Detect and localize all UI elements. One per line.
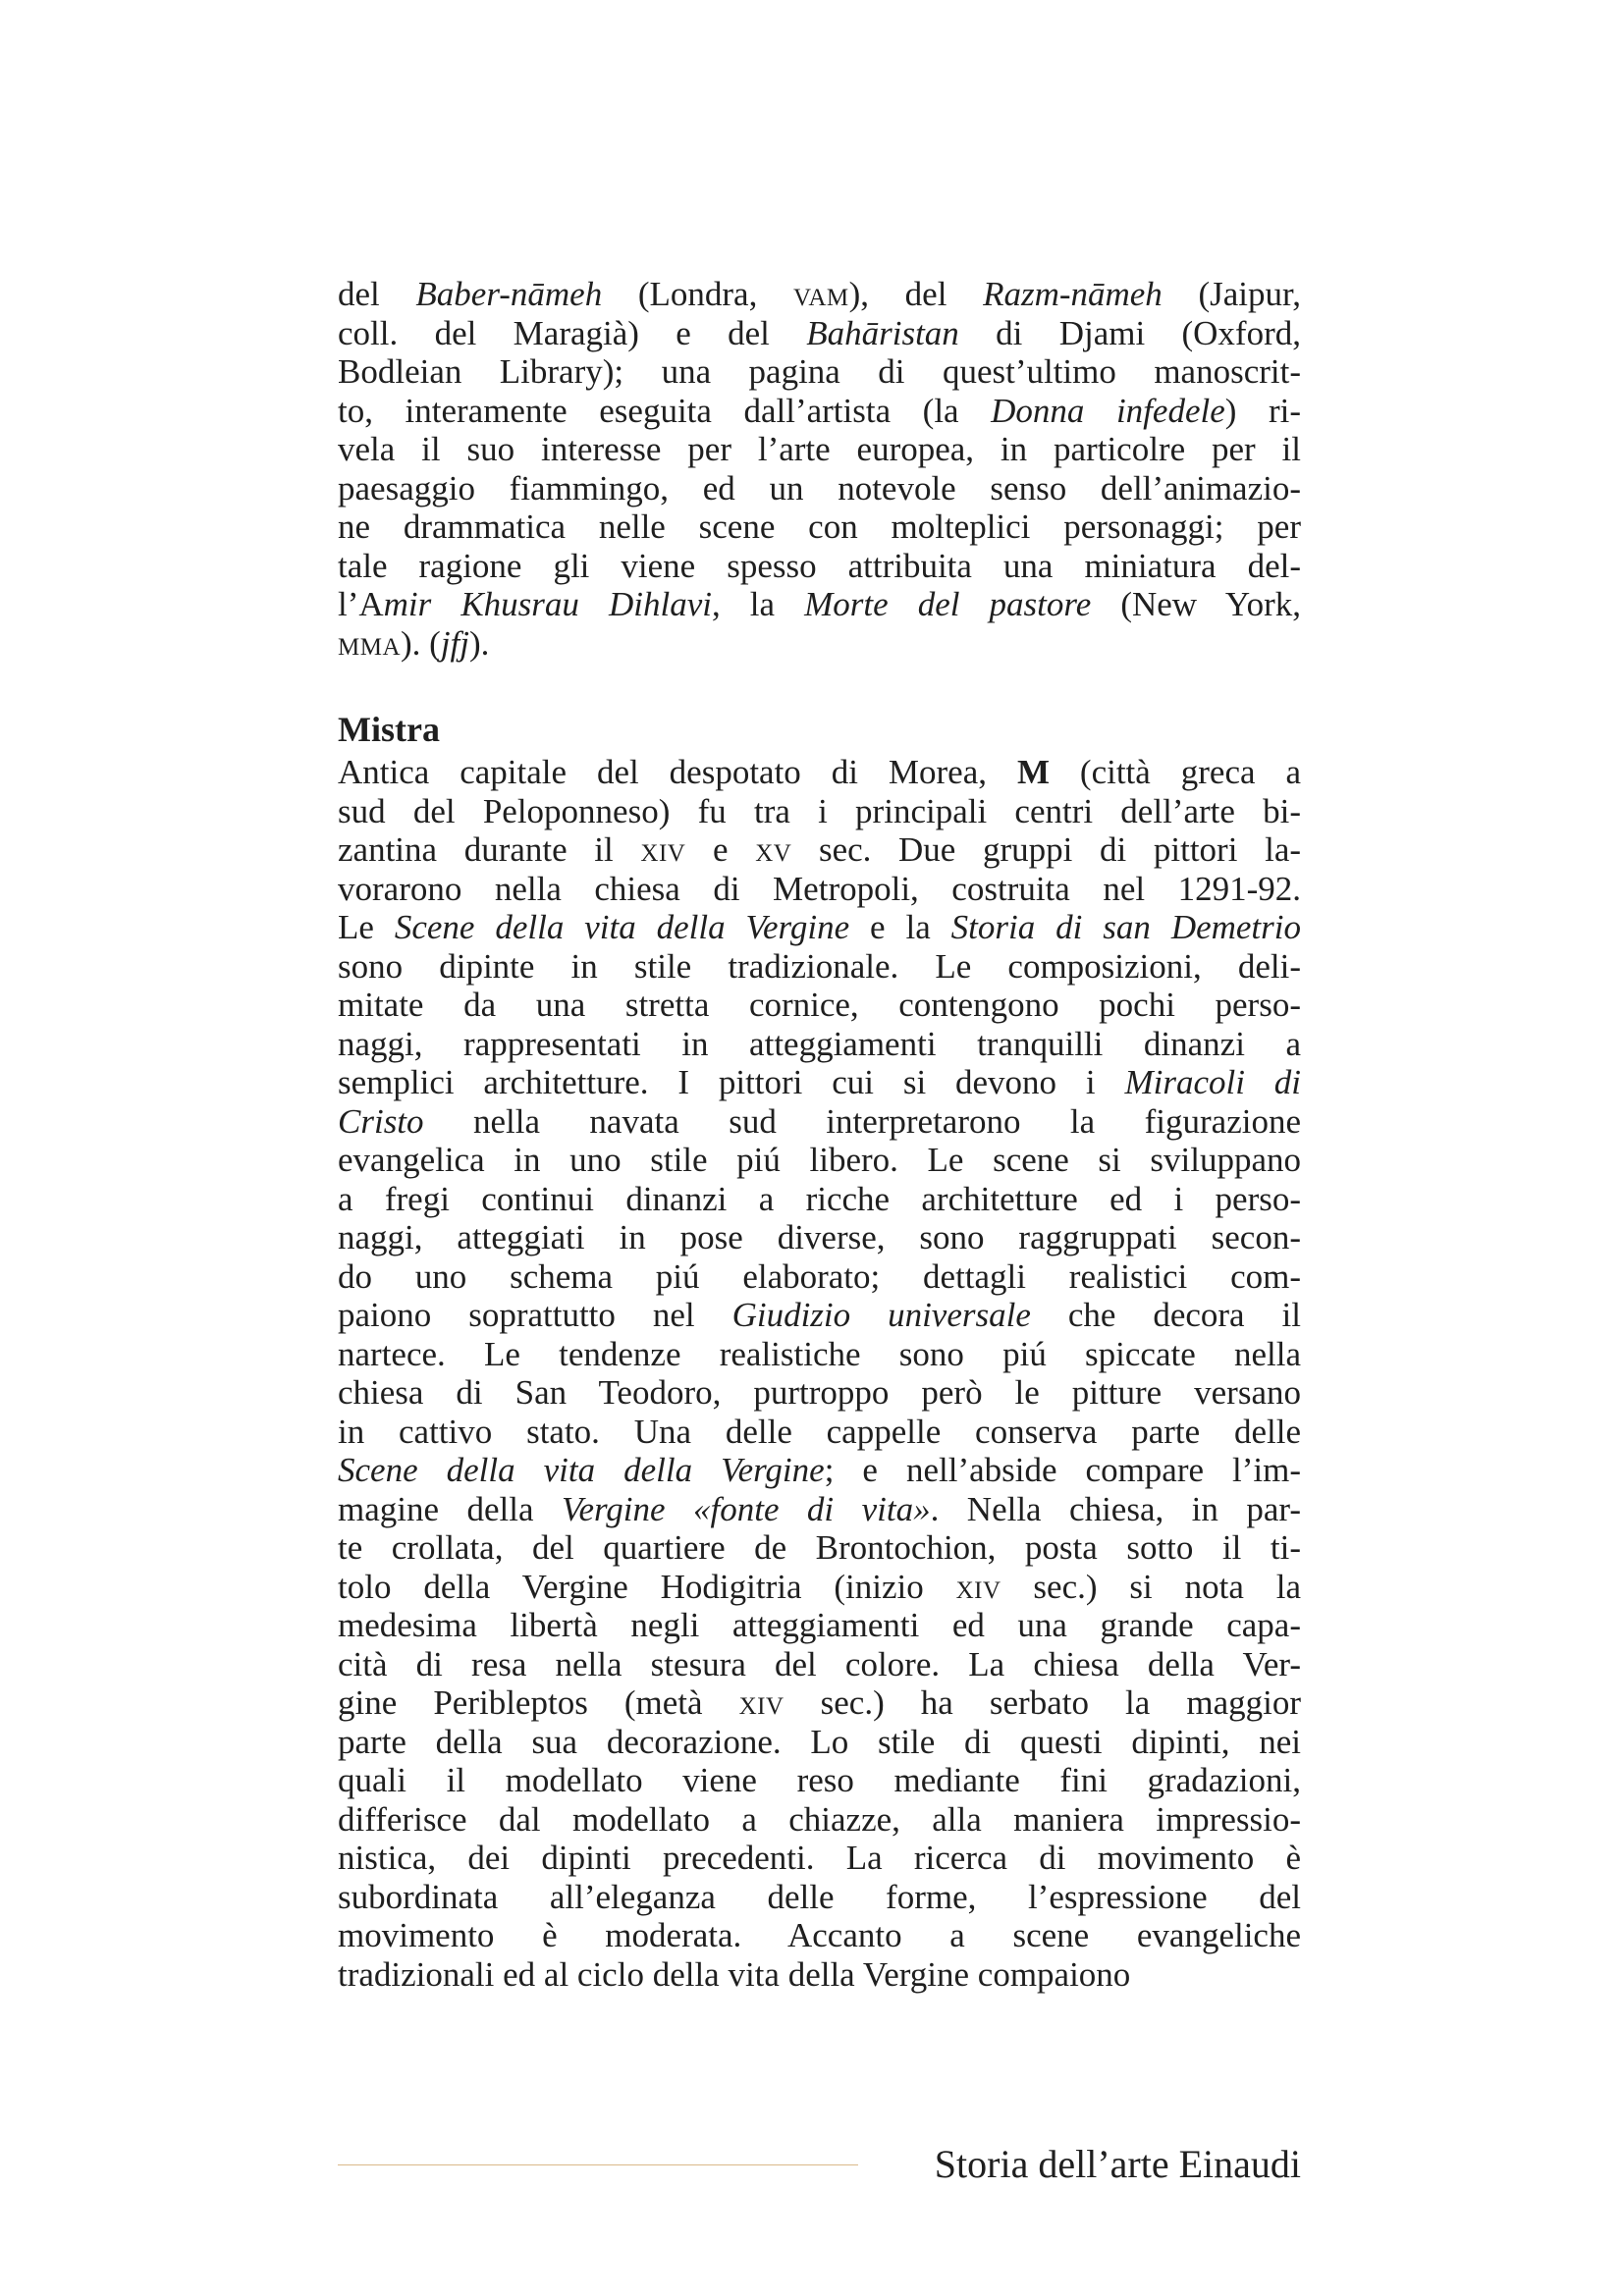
text-line: in cattivo stato. Una delle cappelle conserva parte delle [338, 1412, 1301, 1451]
text-line: l’Amir Khusrau Dihlavi, la Morte del pastore (New York, [338, 585, 1301, 623]
text-line: vela il suo interesse per l’arte europea, in particolre per il [338, 430, 1301, 468]
text-column [338, 275, 1301, 1994]
intro-paragraph [338, 275, 1301, 663]
footer-title: Storia dell’arte Einaudi [934, 2142, 1301, 2186]
text-line: differisce dal modellato a chiazze, alla maniera impressio- [338, 1799, 1301, 1839]
text-line: sud del Peloponneso) fu tra i principali centri dell’arte bi- [338, 791, 1301, 830]
text-line: parte della sua decorazione. Lo stile di questi dipinti, nei [338, 1722, 1301, 1761]
text-line: Cristo nella navata sud interpretarono la figurazione [338, 1101, 1301, 1141]
text-line: semplici architetture. I pittori cui si devono i Miracoli di [338, 1063, 1301, 1101]
text-line: movimento è moderata. Accanto a scene evangeliche [338, 1916, 1301, 1954]
entry-heading: Mistra [338, 710, 440, 749]
text-line: tale ragione gli viene spesso attribuita una miniatura del- [338, 546, 1301, 585]
text-line: paiono soprattutto nel Giudizio universale che decora il [338, 1296, 1301, 1334]
text-line: te crollata, del quartiere de Brontochion, posta sotto il ti- [338, 1528, 1301, 1567]
text-line: to, interamente eseguita dall’artista (la Donna infedele) ri- [338, 391, 1301, 430]
text-line: nistica, dei dipinti precedenti. La ricerca di movimento è [338, 1839, 1301, 1877]
text-line: mitate da una stretta cornice, contengono pochi perso- [338, 986, 1301, 1024]
text-line: ne drammatica nelle scene con molteplici personaggi; per [338, 507, 1301, 546]
text-line: tradizionali ed al ciclo della vita della Vergine compaiono [338, 1954, 1131, 1994]
text-line: gine Peribleptos (metà xiv sec.) ha serbato la maggior [338, 1683, 1301, 1722]
text-line: mma). (jfj). [338, 623, 490, 663]
text-line: nartece. Le tendenze realistiche sono piú spiccate nella [338, 1334, 1301, 1373]
text-line: a fregi continui dinanzi a ricche architetture ed i perso- [338, 1179, 1301, 1218]
text-line: Antica capitale del despotato di Morea, M (città greca a [338, 753, 1301, 791]
text-line: Bodleian Library); una pagina di quest’ultimo manoscrit- [338, 352, 1301, 391]
footer-rule [338, 2164, 858, 2165]
text-line: do uno schema piú elaborato; dettagli realistici com- [338, 1256, 1301, 1296]
text-line: Scene della vita della Vergine; e nell’abside compare l’im- [338, 1451, 1302, 1489]
text-line: magine della Vergine «fonte di vita». Nella chiesa, in par- [338, 1489, 1301, 1528]
entry-body-paragraph [338, 753, 1301, 1994]
text-line: Le Scene della vita della Vergine e la Storia di san Demetrio [338, 908, 1302, 946]
text-line: evangelica in uno stile piú libero. Le scene si sviluppano [338, 1141, 1301, 1179]
text-line: paesaggio fiammingo, ed un notevole senso dell’animazio- [338, 468, 1301, 507]
text-line: subordinata all’eleganza delle forme, l’espressione del [338, 1877, 1301, 1916]
text-line: chiesa di San Teodoro, purtroppo però le pitture versano [338, 1373, 1301, 1412]
text-line: naggi, atteggiati in pose diverse, sono raggruppati secon- [338, 1218, 1301, 1256]
text-line: cità di resa nella stesura del colore. La chiesa della Ver- [338, 1644, 1301, 1683]
text-line: sono dipinte in stile tradizionale. Le composizioni, deli- [338, 946, 1301, 986]
text-line: medesima libertà negli atteggiamenti ed una grande capa- [338, 1606, 1301, 1644]
text-line: naggi, rappresentati in atteggiamenti tranquilli dinanzi a [338, 1024, 1301, 1063]
text-line: tolo della Vergine Hodigitria (inizio xiv sec.) si nota la [338, 1567, 1301, 1606]
text-line: vorarono nella chiesa di Metropoli, costruita nel 1291-92. [338, 869, 1301, 908]
text-line: coll. del Maragià) e del Bahāristan di Djami (Oxford, [338, 313, 1301, 352]
text-line: quali il modellato viene reso mediante fini gradazioni, [338, 1761, 1301, 1799]
text-line: del Baber-nāmeh (Londra, vam), del Razm-nāmeh (Jaipur, [338, 275, 1301, 313]
text-line: zantina durante il xiv e xv sec. Due gruppi di pittori la- [338, 830, 1302, 869]
